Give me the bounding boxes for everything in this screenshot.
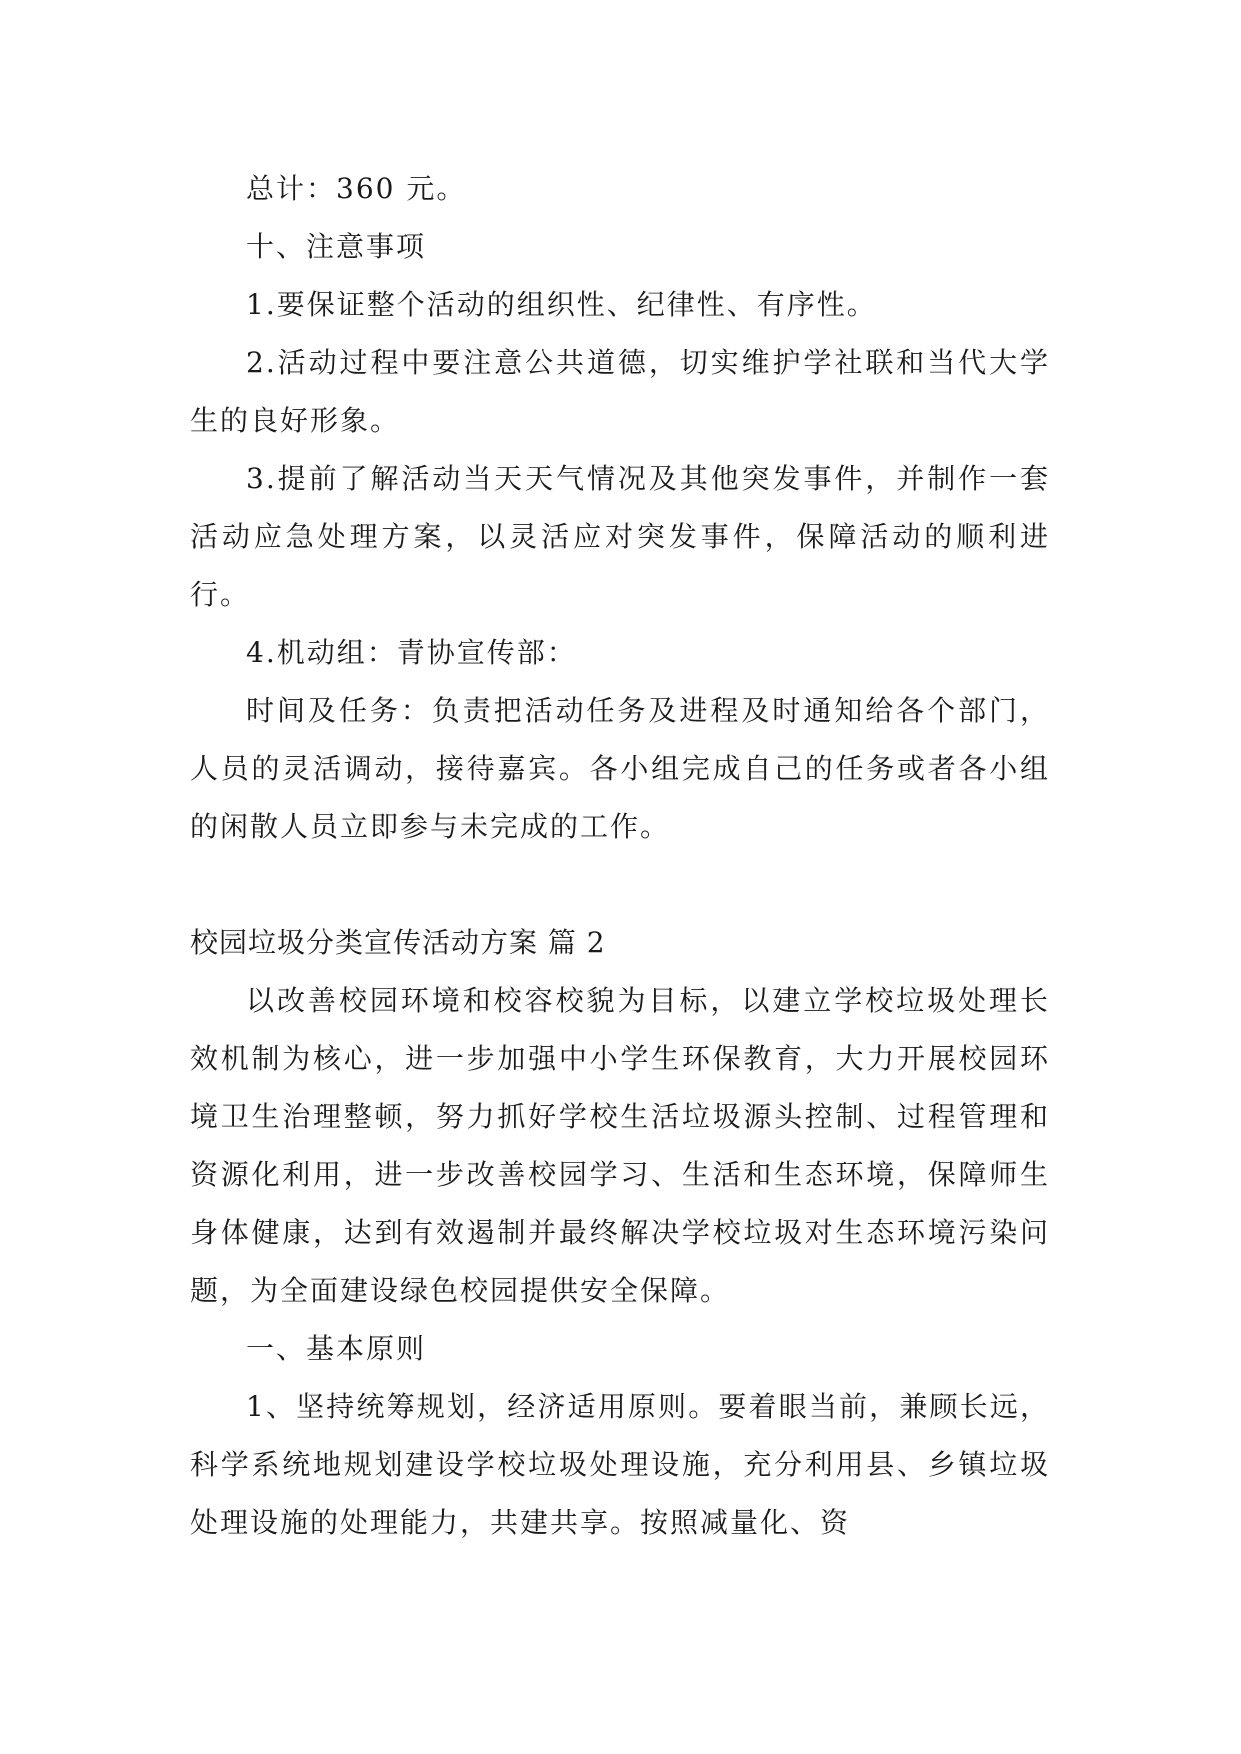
article-title: 校园垃圾分类宣传活动方案 篇 2 bbox=[190, 926, 606, 959]
note-item-4-detail: 时间及任务：负责把活动任务及进程及时通知给各个部门，人员的灵活调动，接待嘉宾。各小组完成自己的任务或者各小组的闲散人员立即参与未完成的工作。 bbox=[190, 694, 1050, 843]
note-item-3: 3.提前了解活动当天天气情况及其他突发事件，并制作一套活动应急处理方案，以灵活应对突发事件，保障活动的顺利进行。 bbox=[190, 462, 1050, 611]
principle-item-1: 1、坚持统筹规划，经济适用原则。要着眼当前，兼顾长远，科学系统地规划建设学校垃圾处理设施，充分利用县、乡镇垃圾处理设施的处理能力，共建共享。按照减量化、资 bbox=[190, 1390, 1050, 1539]
note-item-1: 1.要保证整个活动的组织性、纪律性、有序性。 bbox=[246, 288, 877, 321]
intro-paragraph: 以改善校园环境和校容校貌为目标，以建立学校垃圾处理长效机制为核心，进一步加强中小学生环保教育，大力开展校园环境卫生治理整顿，努力抓好学校生活垃圾源头控制、过程管理和资源化利用，进一步改善校园学习、生活和生态环境，保障师生身体健康，达到有效遏制并最终解决学校垃圾对生态环境污染问题，为全面建设绿色校园提供安全保障。 bbox=[190, 984, 1050, 1307]
note-item-2: 2.活动过程中要注意公共道德，切实维护学社联和当代大学生的良好形象。 bbox=[190, 346, 1050, 437]
section-heading-notes: 十、注意事项 bbox=[246, 230, 427, 263]
document-body bbox=[190, 160, 1050, 1552]
section-heading-principles: 一、基本原则 bbox=[246, 1332, 427, 1365]
note-item-4: 4.机动组：青协宣传部： bbox=[246, 636, 577, 669]
budget-total: 总计：360 元。 bbox=[246, 172, 467, 205]
